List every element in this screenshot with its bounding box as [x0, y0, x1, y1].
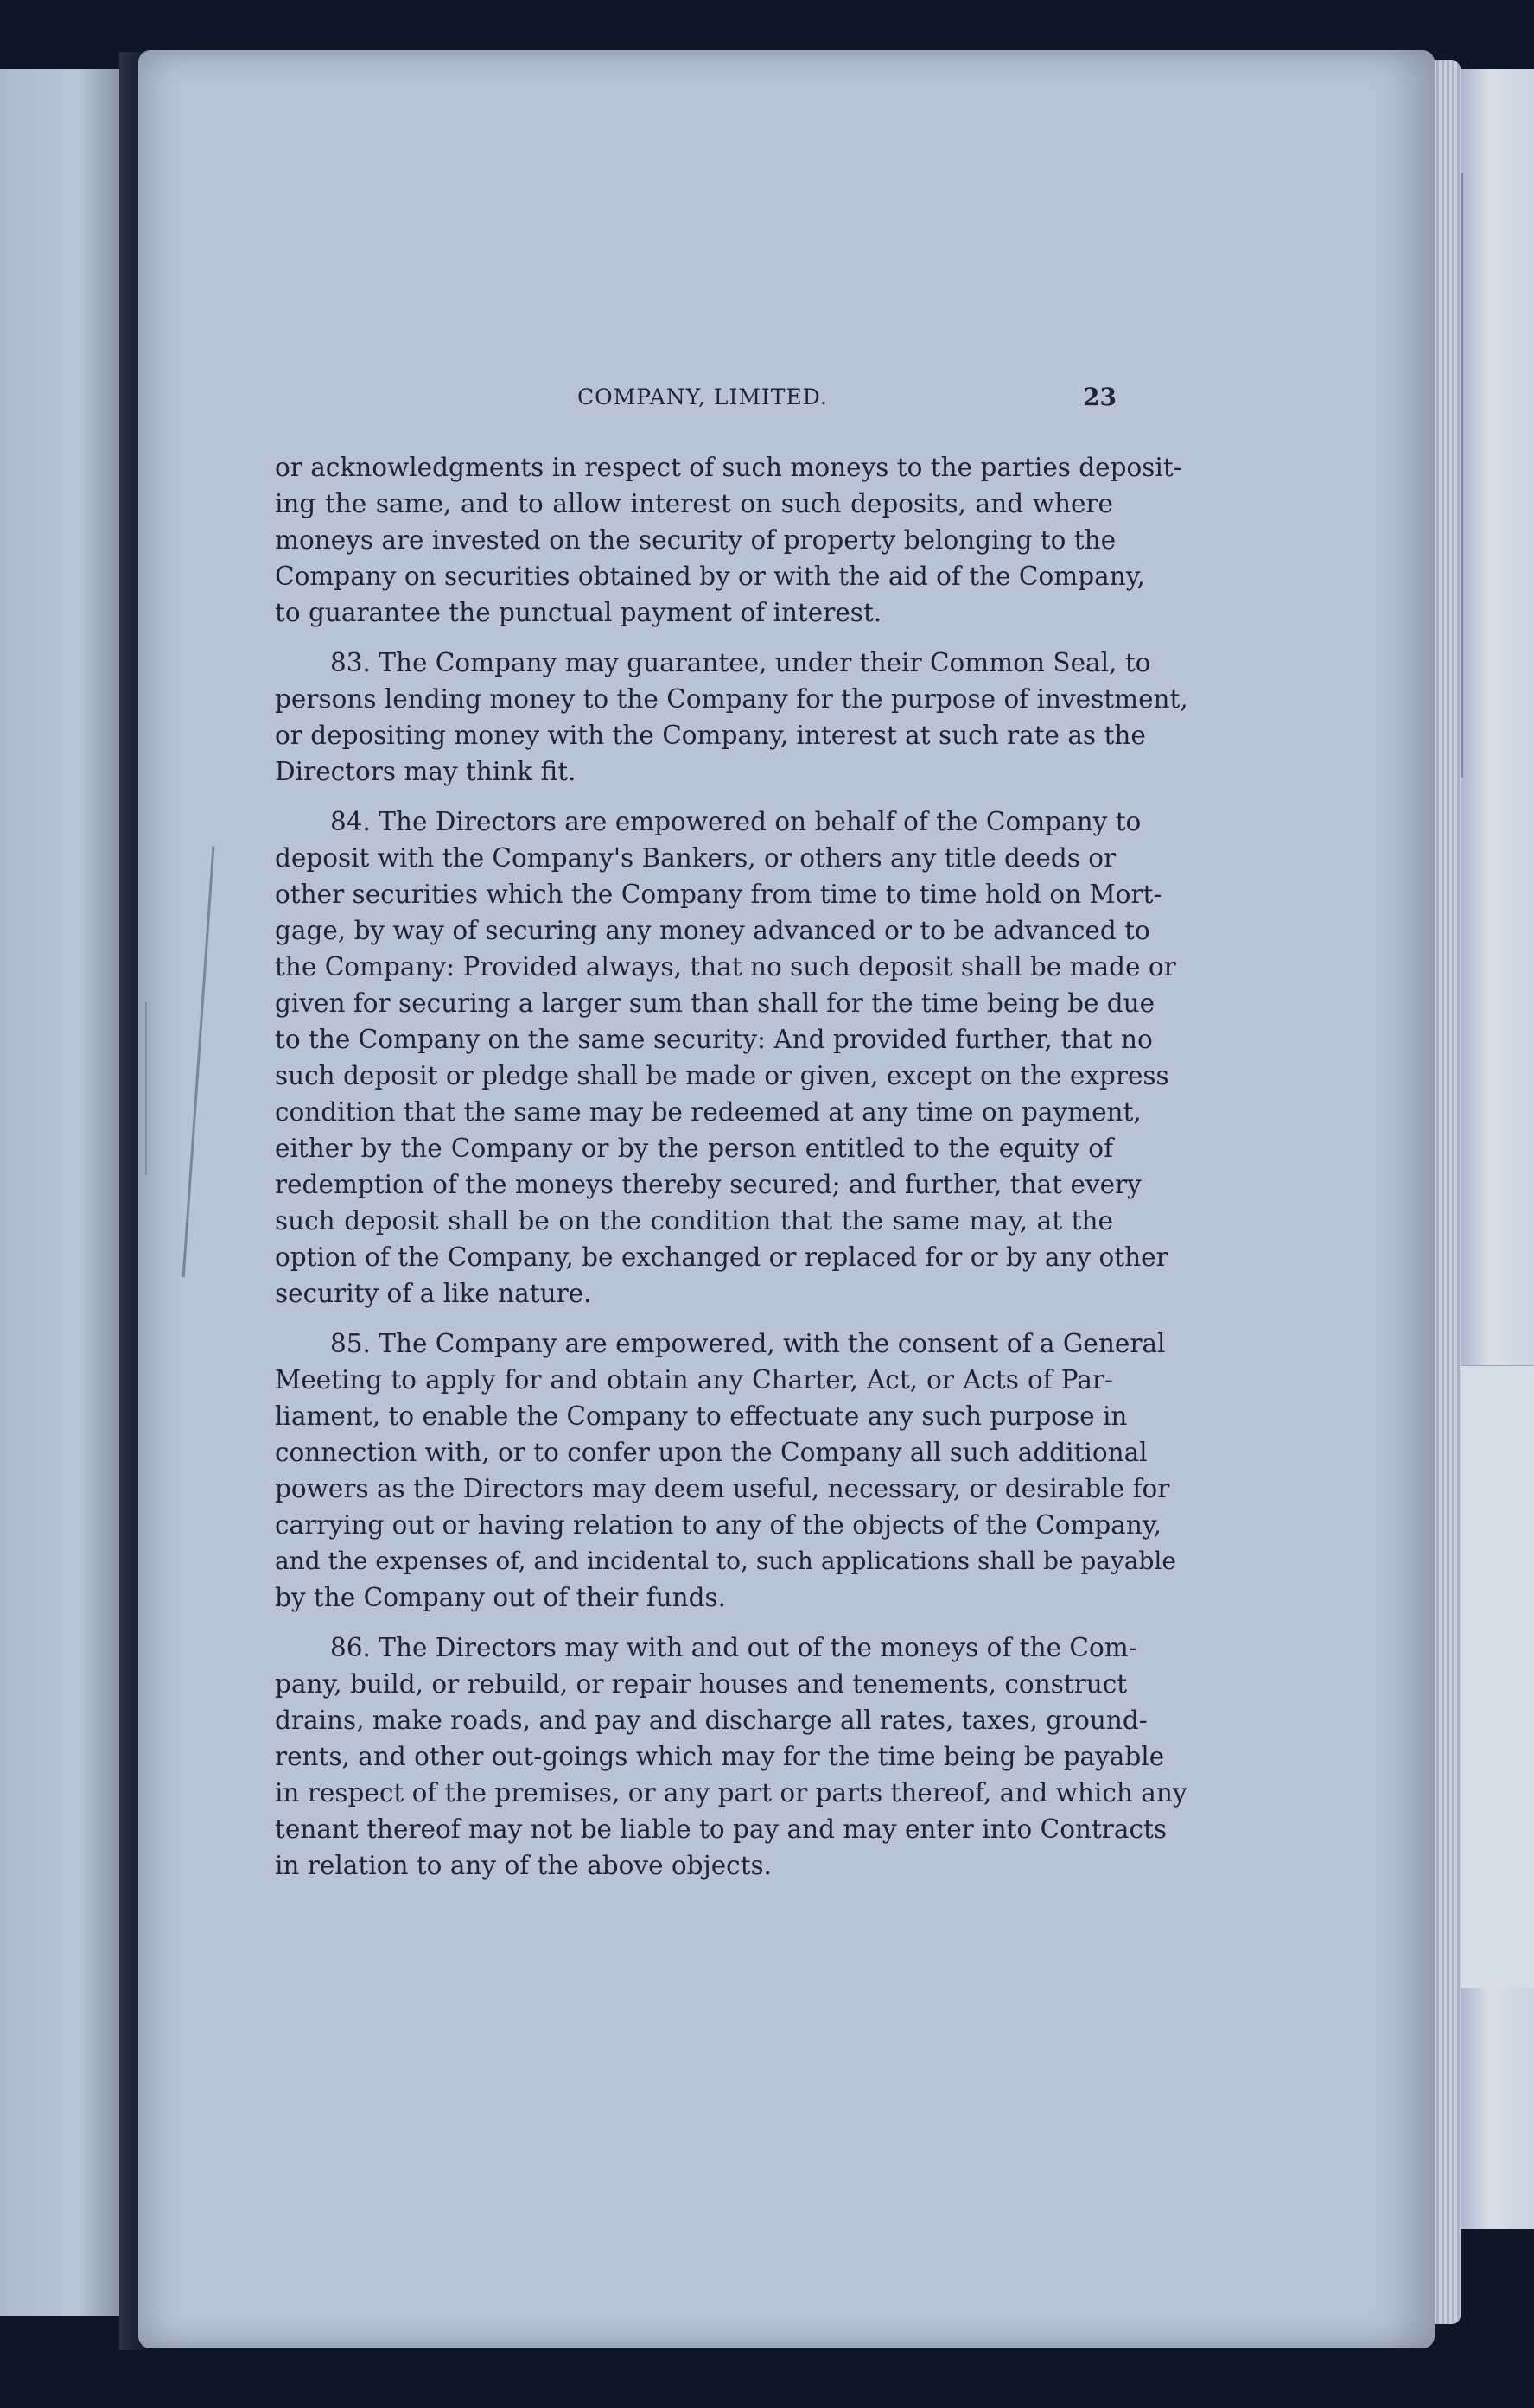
text-line: Meeting to apply for and obtain any Charter, Act, or Acts of Par- [275, 1365, 1113, 1395]
running-header [0, 384, 1534, 419]
text-line: 86. The Directors may with and out of the moneys of the Com- [330, 1633, 1137, 1662]
text-line: 85. The Company are empowered, with the consent of a General [330, 1329, 1166, 1358]
running-title: COMPANY, LIMITED. [577, 384, 828, 410]
text-line: deposit with the Company's Bankers, or others any title deeds or [275, 843, 1117, 873]
text-line: drains, make roads, and pay and discharge all rates, taxes, ground- [275, 1706, 1148, 1735]
text-line: ing the same, and to allow interest on such deposits, and where [275, 489, 1113, 518]
paragraph-83 [275, 645, 1188, 790]
text-line: either by the Company or by the person entitled to the equity of [275, 1134, 1113, 1163]
text-line: persons lending money to the Company for the purpose of investment, [275, 684, 1188, 714]
text-line: the Company: Provided always, that no such deposit shall be made or [275, 952, 1176, 982]
text-line: pany, build, or rebuild, or repair houses and tenements, construct [275, 1669, 1128, 1699]
text-line: and the expenses of, and incidental to, such applications shall be payable [275, 1547, 1176, 1575]
text-line: to guarantee the punctual payment of interest. [275, 598, 882, 627]
text-line: in respect of the premises, or any part or parts thereof, and which any [275, 1778, 1187, 1808]
text-line: carrying out or having relation to any of the objects of the Company, [275, 1510, 1162, 1540]
text-line: condition that the same may be redeemed at any time on payment, [275, 1097, 1142, 1127]
text-line: or depositing money with the Company, interest at such rate as the [275, 721, 1146, 750]
text-line: other securities which the Company from time to time hold on Mort- [275, 880, 1162, 909]
pencil-margin-mark-2 [145, 1002, 164, 1175]
text-line: security of a like nature. [275, 1279, 592, 1308]
text-line: gage, by way of securing any money advanced or to be advanced to [275, 916, 1150, 945]
text-line: such deposit or pledge shall be made or given, except on the express [275, 1061, 1169, 1090]
text-line: Company on securities obtained by or with the aid of the Company, [275, 562, 1145, 591]
paragraph-85 [275, 1325, 1176, 1616]
paragraph-84 [275, 804, 1176, 1312]
paragraph-continuation [275, 449, 1182, 631]
body-text [275, 449, 1188, 1897]
text-line: powers as the Directors may deem useful, necessary, or desirable for [275, 1474, 1170, 1503]
text-line: redemption of the moneys thereby secured; and further, that every [275, 1170, 1142, 1199]
sheet-fold [1461, 1365, 1534, 1988]
text-line: rents, and other out-goings which may for the time being be payable [275, 1742, 1165, 1771]
text-line: such deposit shall be on the condition that the same may, at the [275, 1206, 1113, 1236]
paragraph-86 [275, 1630, 1187, 1884]
text-line: Directors may think fit. [275, 757, 576, 786]
page-number: 23 [1083, 383, 1117, 411]
text-line: 83. The Company may guarantee, under their Common Seal, to [330, 648, 1151, 677]
text-line: option of the Company, be exchanged or replaced for or by any other [275, 1242, 1168, 1272]
text-line: moneys are invested on the security of property belonging to the [275, 525, 1117, 555]
text-line: tenant thereof may not be liable to pay and may enter into Contracts [275, 1814, 1168, 1844]
text-line: connection with, or to confer upon the Company all such additional [275, 1438, 1148, 1467]
text-line: in relation to any of the above objects. [275, 1851, 773, 1880]
text-line: liament, to enable the Company to effectuate any such purpose in [275, 1401, 1128, 1431]
text-line: given for securing a larger sum than shall for the time being be due [275, 988, 1155, 1018]
text-line: or acknowledgments in respect of such moneys to the parties deposit- [275, 453, 1182, 482]
sheet-tab-mark [1461, 173, 1534, 778]
text-line: to the Company on the same security: And provided further, that no [275, 1025, 1153, 1054]
text-line: 84. The Directors are empowered on behalf of the Company to [330, 807, 1142, 836]
text-line: by the Company out of their funds. [275, 1583, 727, 1612]
